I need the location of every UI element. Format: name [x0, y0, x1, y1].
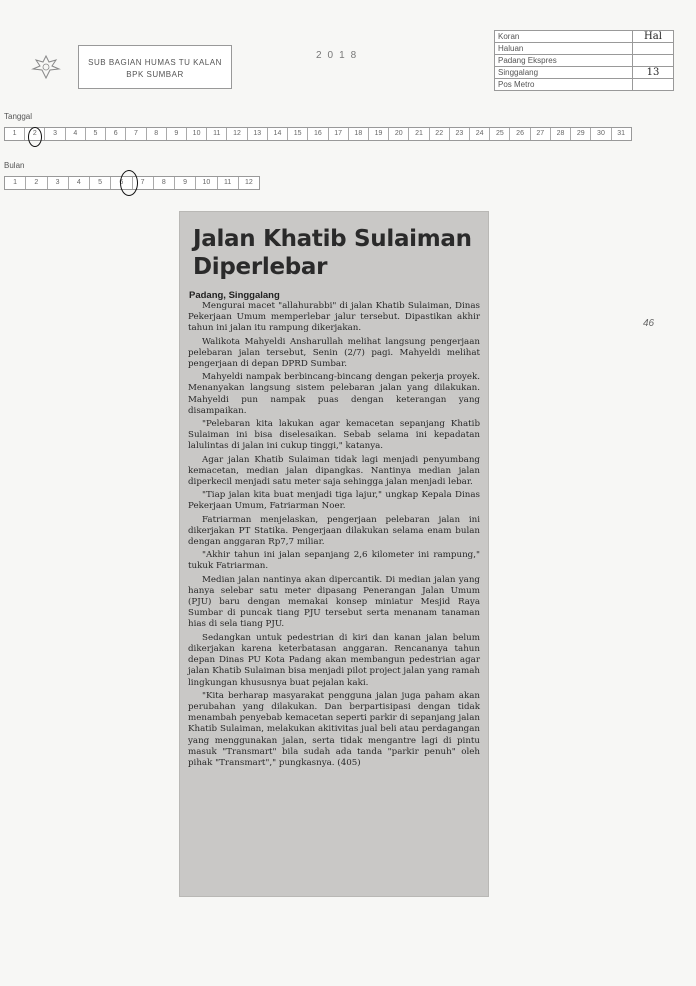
- month-cell: 5: [90, 177, 111, 189]
- paragraph: Fatriarman menjelaskan, pengerjaan pelebaran jalan ini dikerjakan PT Statika. Pengerjaan dilakukan selama enam bulan dengan anggaran Rp7,7 miliar.: [188, 514, 480, 548]
- headline-line: Diperlebar: [193, 254, 328, 280]
- day-cell: 2: [25, 128, 45, 140]
- garuda-logo: [28, 52, 64, 82]
- day-cell: 16: [308, 128, 328, 140]
- month-cell: 4: [69, 177, 90, 189]
- dateline: Padang, Singgalang: [189, 290, 280, 301]
- month-cell: 12: [244, 179, 253, 186]
- bulan-label: Bulan: [4, 161, 25, 170]
- day-cell: 31: [617, 130, 626, 137]
- tanggal-label: Tanggal: [4, 112, 33, 121]
- paragraph: Sedangkan untuk pedestrian di kiri dan kanan jalan belum dikerjakan karena keterbatasan anggaran. Rencananya tahun depan Dinas PU Kota Padang akan membangun pedestrian agar jalan Khatib Sulaiman bisa menjadi pilot project jalan yang ramah lingkungan khususnya buat pejalan kaki.: [188, 632, 480, 688]
- paragraph: Walikota Mahyeldi Ansharullah melihat langsung pengerjaan pelebaran jalan tersebut, Senin (2/7) pagi. Mahyeldi melihat pengerjaan di depan DPRD Sumbar.: [188, 336, 480, 370]
- day-cell: 17: [329, 128, 349, 140]
- day-cell: 18: [349, 128, 369, 140]
- day-cell: 24: [470, 128, 490, 140]
- day-cell: 15: [288, 128, 308, 140]
- day-cell: 14: [268, 128, 288, 140]
- day-cell: 8: [147, 128, 167, 140]
- paper-name: Pos Metro: [495, 79, 633, 91]
- paper-name: Haluan: [495, 43, 633, 55]
- table-row: [495, 55, 674, 67]
- unit-name: SUB BAGIAN HUMAS TU KALAN: [88, 58, 222, 67]
- day-cell: 4: [66, 128, 86, 140]
- table-row: [495, 67, 674, 79]
- month-cell: 1: [5, 177, 26, 189]
- month-cell: 8: [154, 177, 175, 189]
- page-cell: [633, 43, 674, 55]
- day-cell: 1: [5, 128, 25, 140]
- day-cell: 13: [248, 128, 268, 140]
- headline: [193, 225, 472, 281]
- day-cell: 29: [571, 128, 591, 140]
- day-cell: 20: [389, 128, 409, 140]
- month-cell: 3: [48, 177, 69, 189]
- day-cell: 10: [187, 128, 207, 140]
- margin-note: 46: [643, 318, 655, 329]
- day-cell: 27: [531, 128, 551, 140]
- day-cell: 25: [490, 128, 510, 140]
- paragraph: Agar jalan Khatib Sulaiman tidak lagi menjadi penyumbang kemacetan, median jalan dipangkas. Nantinya median jalan diperkecil menjadi satu meter saja sehingga jalan menjadi lebar.: [188, 454, 480, 488]
- page-cell: 13: [633, 67, 674, 79]
- news-clipping: [179, 211, 489, 897]
- month-cell: 10: [196, 177, 217, 189]
- bulan-selection-circle: [120, 170, 138, 196]
- day-cell: 12: [227, 128, 247, 140]
- day-cell: 7: [126, 128, 146, 140]
- tanggal-strip: [4, 127, 632, 141]
- paragraph: "Pelebaran kita lakukan agar kemacetan sepanjang Khatib Sulaiman ini bisa diselesaikan. Sebab selama ini kepadatan lalulintas di jalan ini cukup tinggi," katanya.: [188, 419, 480, 452]
- day-cell: 9: [167, 128, 187, 140]
- unit-region: BPK SUMBAR: [126, 70, 184, 79]
- page-cell: [633, 79, 674, 91]
- day-cell: 6: [106, 128, 126, 140]
- tanggal-selection-circle: [28, 127, 42, 147]
- month-cell: 7: [133, 177, 154, 189]
- day-cell: 21: [409, 128, 429, 140]
- paragraph: Mengurai macet "allahurabbi" di jalan Khatib Sulaiman, Dinas Pekerjaan Umum memperlebar jalur tersebut. Dipastikan akhir tahun ini jalan itu rampung dikerjakan.: [188, 301, 480, 334]
- paragraph: Mahyeldi nampak berbincang-bincang dengan pekerja proyek. Menanyakan langsung sistem pelebaran jalan yang dilakukan. Mahyeldi pun nampak puas dengan keterangan yang disampaikan.: [188, 372, 480, 416]
- month-cell: 9: [175, 177, 196, 189]
- paragraph: "Akhir tahun ini jalan sepanjang 2,6 kilometer ini rampung," tukuk Fatriarman.: [188, 550, 480, 572]
- newspaper-table: [494, 30, 674, 91]
- day-cell: 5: [86, 128, 106, 140]
- paper-name: Koran: [495, 31, 633, 43]
- month-cell: 6: [111, 177, 132, 189]
- day-cell: 28: [551, 128, 571, 140]
- day-cell: 26: [510, 128, 530, 140]
- year-stamp: 2018: [316, 50, 363, 61]
- unit-stamp-box: [78, 45, 232, 89]
- page-cell: [633, 55, 674, 67]
- month-cell: 2: [26, 177, 47, 189]
- paper-name: Singgalang: [495, 67, 633, 79]
- day-cell: 30: [591, 128, 611, 140]
- table-row: [495, 31, 674, 43]
- paragraph: Median jalan nantinya akan dipercantik. Di median jalan yang hanya selebar satu meter dipasang Penerangan Jalan Umum (PJU) baru dengan memakai konsep miniatur Mesjid Raya Sumbar di puncak tiang PJU tersebut serta menanam tanaman hias di sela tiang PJU.: [188, 574, 480, 630]
- headline-line: Jalan Khatib Sulaiman: [193, 226, 472, 252]
- paragraph: "Kita berharap masyarakat pengguna jalan juga paham akan perubahan yang dilakukan. Dan berpartisipasi dengan tidak menambah penyebab kemacetan seperti parkir di sepanjang jalan Khatib Sulaiman, melakukan akitivitas jual beli atau perdagangan yang menggunakan jalan, serta tidak mengantre lagi di pintu masuk "Transmart" bila sudah ada tanda "parkir penuh" oleh pihak "Transmart"," pungkasnya. (405): [188, 690, 480, 768]
- day-cell: 19: [369, 128, 389, 140]
- paper-name: Padang Ekspres: [495, 55, 633, 67]
- day-cell: 22: [430, 128, 450, 140]
- table-row: [495, 43, 674, 55]
- day-cell: 11: [207, 128, 227, 140]
- table-row: [495, 79, 674, 91]
- paragraph: "Tiap jalan kita buat menjadi tiga lajur," ungkap Kepala Dinas Pekerjaan Umum, Fatriarman Noer.: [188, 490, 480, 512]
- day-cell: 23: [450, 128, 470, 140]
- article-body: [188, 301, 480, 771]
- page-cell: Hal: [633, 31, 674, 43]
- day-cell: 3: [45, 128, 65, 140]
- month-cell: 11: [218, 177, 239, 189]
